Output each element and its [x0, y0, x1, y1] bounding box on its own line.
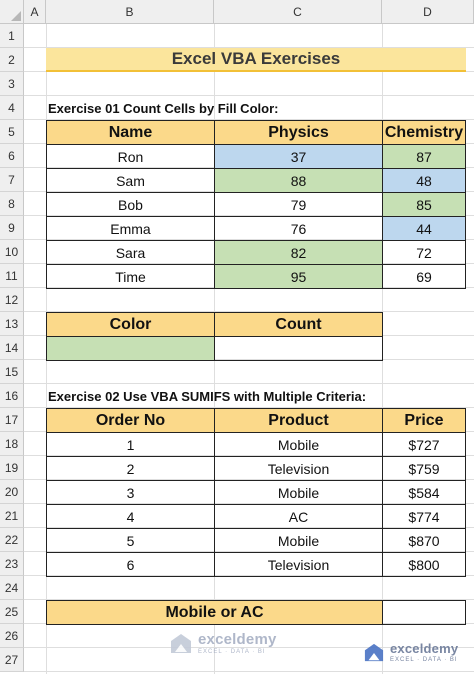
row-header[interactable]: 4 — [0, 96, 24, 120]
cell-product[interactable]: AC — [214, 504, 383, 529]
cell-order-no[interactable]: 5 — [46, 528, 215, 553]
exercise-01-label[interactable]: Exercise 01 Count Cells by Fill Color: — [48, 100, 279, 116]
cell-order-no[interactable]: 1 — [46, 432, 215, 457]
cell-product[interactable]: Television — [214, 552, 383, 577]
exceldemy-watermark-corner — [364, 642, 458, 663]
cell-price[interactable]: $759 — [382, 456, 466, 481]
row-header[interactable]: 8 — [0, 192, 24, 216]
row-header[interactable]: 19 — [0, 456, 24, 480]
cell-chemistry[interactable]: 85 — [382, 192, 466, 217]
row-header[interactable]: 26 — [0, 624, 24, 648]
select-all-corner[interactable] — [0, 0, 24, 24]
cell-order-no[interactable]: 2 — [46, 456, 215, 481]
gridline — [24, 671, 474, 672]
row-header[interactable]: 17 — [0, 408, 24, 432]
cell-name[interactable]: Emma — [46, 216, 215, 241]
column-header-d[interactable]: D — [382, 0, 474, 24]
cell-product[interactable]: Television — [214, 456, 383, 481]
row-header[interactable]: 20 — [0, 480, 24, 504]
cell-name[interactable]: Bob — [46, 192, 215, 217]
row-header[interactable]: 10 — [0, 240, 24, 264]
row-header[interactable]: 25 — [0, 600, 24, 624]
exceldemy-watermark — [170, 632, 277, 655]
cell-name[interactable]: Sam — [46, 168, 215, 193]
cell-physics[interactable]: 79 — [214, 192, 383, 217]
row-header[interactable]: 1 — [0, 24, 24, 48]
cell-physics[interactable]: 76 — [214, 216, 383, 241]
cell-name[interactable]: Sara — [46, 240, 215, 265]
cell-physics[interactable]: 88 — [214, 168, 383, 193]
header-price[interactable]: Price — [382, 408, 466, 433]
exceldemy-logo-icon — [170, 633, 192, 655]
row-header[interactable]: 21 — [0, 504, 24, 528]
cell-chemistry[interactable]: 72 — [382, 240, 466, 265]
row-header[interactable]: 11 — [0, 264, 24, 288]
header-order-no[interactable]: Order No — [46, 408, 215, 433]
cell-order-no[interactable]: 6 — [46, 552, 215, 577]
exercise-02-label[interactable]: Exercise 02 Use VBA SUMIFS with Multiple Criteria: — [48, 388, 367, 404]
exceldemy-logo-icon — [364, 643, 384, 663]
row-header[interactable]: 7 — [0, 168, 24, 192]
cell-price[interactable]: $727 — [382, 432, 466, 457]
cell-physics[interactable]: 82 — [214, 240, 383, 265]
cell-product[interactable]: Mobile — [214, 480, 383, 505]
cell-chemistry[interactable]: 44 — [382, 216, 466, 241]
cell-order-no[interactable]: 4 — [46, 504, 215, 529]
cell-chemistry[interactable]: 69 — [382, 264, 466, 289]
cell-order-no[interactable]: 3 — [46, 480, 215, 505]
column-header-a[interactable]: A — [24, 0, 46, 24]
row-header[interactable]: 5 — [0, 120, 24, 144]
row-header[interactable]: 22 — [0, 528, 24, 552]
cell-price[interactable]: $774 — [382, 504, 466, 529]
row-header[interactable]: 14 — [0, 336, 24, 360]
row-header[interactable]: 2 — [0, 48, 24, 72]
cell-physics[interactable]: 37 — [214, 144, 383, 169]
column-header-b[interactable]: B — [46, 0, 214, 24]
row-header[interactable]: 13 — [0, 312, 24, 336]
cell-product[interactable]: Mobile — [214, 528, 383, 553]
header-chemistry[interactable]: Chemistry — [382, 120, 466, 145]
cell-name[interactable]: Ron — [46, 144, 215, 169]
mobile-or-ac-result[interactable] — [382, 600, 466, 625]
row-header[interactable]: 3 — [0, 72, 24, 96]
column-header-c[interactable]: C — [214, 0, 382, 24]
mobile-or-ac-label[interactable]: Mobile or AC — [46, 600, 383, 625]
header-count[interactable]: Count — [214, 312, 383, 337]
row-header[interactable]: 12 — [0, 288, 24, 312]
watermark-tagline: EXCEL · DATA · BI — [390, 657, 458, 663]
watermark-tagline: EXCEL · DATA · BI — [198, 649, 266, 655]
page-title[interactable]: Excel VBA Exercises — [46, 48, 466, 72]
row-header[interactable]: 6 — [0, 144, 24, 168]
watermark-name: exceldemy — [390, 641, 459, 656]
count-result-cell[interactable] — [214, 336, 383, 361]
row-header[interactable]: 16 — [0, 384, 24, 408]
cell-price[interactable]: $800 — [382, 552, 466, 577]
cell-name[interactable]: Time — [46, 264, 215, 289]
row-header[interactable]: 24 — [0, 576, 24, 600]
watermark-name: exceldemy — [198, 631, 277, 648]
cell-price[interactable]: $870 — [382, 528, 466, 553]
row-header[interactable]: 18 — [0, 432, 24, 456]
cell-product[interactable]: Mobile — [214, 432, 383, 457]
header-color[interactable]: Color — [46, 312, 215, 337]
row-header[interactable]: 9 — [0, 216, 24, 240]
row-header[interactable]: 15 — [0, 360, 24, 384]
cell-price[interactable]: $584 — [382, 480, 466, 505]
row-header[interactable]: 23 — [0, 552, 24, 576]
header-physics[interactable]: Physics — [214, 120, 383, 145]
row-header[interactable]: 27 — [0, 648, 24, 672]
color-sample-cell[interactable] — [46, 336, 215, 361]
header-name[interactable]: Name — [46, 120, 215, 145]
cell-chemistry[interactable]: 87 — [382, 144, 466, 169]
cell-physics[interactable]: 95 — [214, 264, 383, 289]
header-product[interactable]: Product — [214, 408, 383, 433]
cell-chemistry[interactable]: 48 — [382, 168, 466, 193]
